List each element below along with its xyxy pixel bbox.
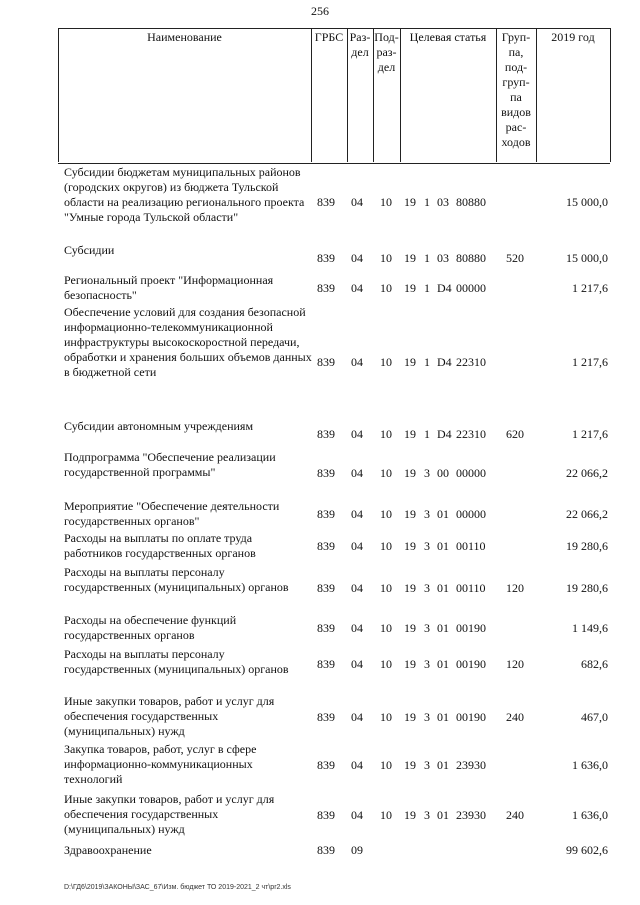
- col-name-header: Наименование: [147, 30, 222, 44]
- cell-pr: 10: [380, 657, 392, 671]
- cell-cs4: 00000: [456, 507, 486, 521]
- cell-cs2: 1: [424, 251, 430, 265]
- cell-cs2: 1: [424, 427, 430, 441]
- cell-cs1: 19: [404, 758, 416, 772]
- cell-amount: 15 000,0: [566, 195, 608, 209]
- cell-pr: 10: [380, 581, 392, 595]
- cell-cs3: 00: [437, 466, 449, 480]
- cell-grbs: 839: [317, 808, 335, 822]
- cell-cs4: 22310: [456, 427, 486, 441]
- cell-cs4: 00190: [456, 621, 486, 635]
- cell-rz: 04: [351, 281, 363, 295]
- cell-cs3: 01: [437, 581, 449, 595]
- cell-cs1: 19: [404, 427, 416, 441]
- cell-amount: 99 602,6: [566, 843, 608, 857]
- cell-amount: 467,0: [581, 710, 608, 724]
- cell-cs1: 19: [404, 507, 416, 521]
- col-grbs-header: ГРБС: [314, 30, 344, 44]
- cell-grbs: 839: [317, 251, 335, 265]
- cell-rz: 04: [351, 710, 363, 724]
- cell-cs1: 19: [404, 355, 416, 369]
- cell-cs2: 3: [424, 507, 430, 521]
- cell-rz: 04: [351, 251, 363, 265]
- cell-grbs: 839: [317, 466, 335, 480]
- cell-pr: 10: [380, 281, 392, 295]
- cell-cs4: 00000: [456, 281, 486, 295]
- cell-cs3: D4: [437, 355, 452, 369]
- cell-cs1: 19: [404, 251, 416, 265]
- row-name: Расходы на выплаты персоналу государственных (муниципальных) органов: [64, 647, 289, 676]
- cell-amount: 1 636,0: [572, 808, 608, 822]
- row-name: Субсидии автономным учреждениям: [64, 419, 254, 433]
- cell-cs1: 19: [404, 281, 416, 295]
- cell-amount: 1 217,6: [572, 427, 608, 441]
- cell-cs3: 01: [437, 507, 449, 521]
- cell-rz: 04: [351, 507, 363, 521]
- page-number: 256: [311, 4, 329, 18]
- cell-cs3: 01: [437, 808, 449, 822]
- cell-cs1: 19: [404, 581, 416, 595]
- cell-cs2: 3: [424, 466, 430, 480]
- cell-rz: 04: [351, 758, 363, 772]
- cell-cs3: 01: [437, 710, 449, 724]
- cell-amount: 1 217,6: [572, 355, 608, 369]
- cell-cs1: 19: [404, 466, 416, 480]
- cell-grbs: 839: [317, 843, 335, 857]
- cell-vr: 240: [506, 808, 524, 822]
- cell-pr: 10: [380, 539, 392, 553]
- cell-rz: 04: [351, 581, 363, 595]
- cell-cs4: 00190: [456, 710, 486, 724]
- row-name: Здравоохранение: [64, 843, 152, 857]
- cell-cs4: 00000: [456, 466, 486, 480]
- cell-cs4: 22310: [456, 355, 486, 369]
- col-year-header: 2019 год: [551, 30, 595, 44]
- cell-amount: 1 149,6: [572, 621, 608, 635]
- cell-pr: 10: [380, 507, 392, 521]
- row-name: Расходы на выплаты по оплате труда работников государственных органов: [64, 531, 256, 560]
- cell-cs4: 00110: [456, 581, 486, 595]
- cell-rz: 04: [351, 808, 363, 822]
- cell-cs3: 01: [437, 621, 449, 635]
- cell-grbs: 839: [317, 507, 335, 521]
- cell-cs4: 23930: [456, 758, 486, 772]
- cell-cs2: 3: [424, 539, 430, 553]
- cell-cs1: 19: [404, 808, 416, 822]
- cell-cs1: 19: [404, 621, 416, 635]
- cell-amount: 22 066,2: [566, 507, 608, 521]
- cell-rz: 04: [351, 539, 363, 553]
- cell-cs4: 00110: [456, 539, 486, 553]
- row-name: Региональный проект "Информационная безопасность": [64, 273, 274, 302]
- col-target-header: Целевая статья: [409, 30, 487, 44]
- cell-cs2: 3: [424, 621, 430, 635]
- cell-amount: 15 000,0: [566, 251, 608, 265]
- cell-grbs: 839: [317, 657, 335, 671]
- cell-cs2: 3: [424, 758, 430, 772]
- cell-cs2: 1: [424, 281, 430, 295]
- cell-amount: 682,6: [581, 657, 608, 671]
- cell-vr: 120: [506, 581, 524, 595]
- cell-rz: 04: [351, 466, 363, 480]
- row-name: Подпрограмма "Обеспечение реализации государственной программы": [64, 450, 276, 479]
- cell-pr: 10: [380, 758, 392, 772]
- cell-cs2: 3: [424, 808, 430, 822]
- cell-cs4: 80880: [456, 195, 486, 209]
- cell-cs1: 19: [404, 657, 416, 671]
- cell-pr: 10: [380, 808, 392, 822]
- cell-grbs: 839: [317, 539, 335, 553]
- cell-cs3: 01: [437, 539, 449, 553]
- cell-rz: 04: [351, 427, 363, 441]
- cell-cs2: 3: [424, 657, 430, 671]
- cell-grbs: 839: [317, 281, 335, 295]
- cell-cs3: D4: [437, 281, 452, 295]
- cell-amount: 19 280,6: [566, 581, 608, 595]
- row-name: Закупка товаров, работ, услуг в сфере информационно-коммуникационных технологий: [64, 742, 257, 786]
- col-razdel-header: Раз- дел: [349, 30, 371, 59]
- cell-cs3: 01: [437, 758, 449, 772]
- row-name: Субсидии бюджетам муниципальных районов (городских округов) из бюджета Тульской области на реализацию регионального проекта "Умные города Тульской области": [64, 165, 305, 224]
- cell-cs3: 03: [437, 251, 449, 265]
- cell-amount: 1 636,0: [572, 758, 608, 772]
- cell-rz: 04: [351, 195, 363, 209]
- cell-amount: 1 217,6: [572, 281, 608, 295]
- cell-cs2: 1: [424, 355, 430, 369]
- cell-cs4: 00190: [456, 657, 486, 671]
- cell-cs2: 3: [424, 581, 430, 595]
- cell-grbs: 839: [317, 427, 335, 441]
- cell-rz: 04: [351, 657, 363, 671]
- cell-grbs: 839: [317, 581, 335, 595]
- cell-grbs: 839: [317, 710, 335, 724]
- col-podrazdel-header: Под- раз- дел: [374, 30, 399, 74]
- cell-rz: 04: [351, 621, 363, 635]
- cell-pr: 10: [380, 710, 392, 724]
- cell-vr: 620: [506, 427, 524, 441]
- cell-rz: 04: [351, 355, 363, 369]
- row-name: Расходы на обеспечение функций государственных органов: [64, 613, 237, 642]
- row-name: Иные закупки товаров, работ и услуг для обеспечения государственных (муниципальных) нужд: [64, 694, 275, 738]
- cell-vr: 240: [506, 710, 524, 724]
- cell-cs2: 3: [424, 710, 430, 724]
- row-name: Мероприятие "Обеспечение деятельности государственных органов": [64, 499, 280, 528]
- cell-vr: 520: [506, 251, 524, 265]
- row-name: Субсидии: [64, 243, 115, 257]
- cell-cs1: 19: [404, 710, 416, 724]
- cell-cs1: 19: [404, 539, 416, 553]
- cell-grbs: 839: [317, 195, 335, 209]
- cell-grbs: 839: [317, 621, 335, 635]
- cell-vr: 120: [506, 657, 524, 671]
- row-name: Расходы на выплаты персоналу государственных (муниципальных) органов: [64, 565, 289, 594]
- cell-cs3: 01: [437, 657, 449, 671]
- cell-rz: 09: [351, 843, 363, 857]
- cell-amount: 22 066,2: [566, 466, 608, 480]
- cell-pr: 10: [380, 621, 392, 635]
- cell-cs4: 23930: [456, 808, 486, 822]
- cell-amount: 19 280,6: [566, 539, 608, 553]
- cell-pr: 10: [380, 251, 392, 265]
- cell-cs3: 03: [437, 195, 449, 209]
- cell-cs1: 19: [404, 195, 416, 209]
- cell-grbs: 839: [317, 355, 335, 369]
- cell-pr: 10: [380, 195, 392, 209]
- cell-cs2: 1: [424, 195, 430, 209]
- cell-grbs: 839: [317, 758, 335, 772]
- cell-cs4: 80880: [456, 251, 486, 265]
- cell-pr: 10: [380, 427, 392, 441]
- cell-pr: 10: [380, 466, 392, 480]
- col-group-header: Груп- па, под- груп- па видов рас- ходов: [501, 30, 531, 149]
- row-name: Иные закупки товаров, работ и услуг для обеспечения государственных (муниципальных) нужд: [64, 792, 275, 836]
- file-path-footer: D:\ГД6\2019\ЗАКОНЫ\ЗАС_67\Изм. бюджет ТО 2019-2021_2 чт\pr2.xls: [64, 884, 291, 891]
- row-name: Обеспечение условий для создания безопасной информационно-телекоммуникационной инфраструктуры высокоскоростной передачи, обработки и хранения больших объемов данных в бюджетной сети: [64, 305, 312, 379]
- cell-pr: 10: [380, 355, 392, 369]
- cell-cs3: D4: [437, 427, 452, 441]
